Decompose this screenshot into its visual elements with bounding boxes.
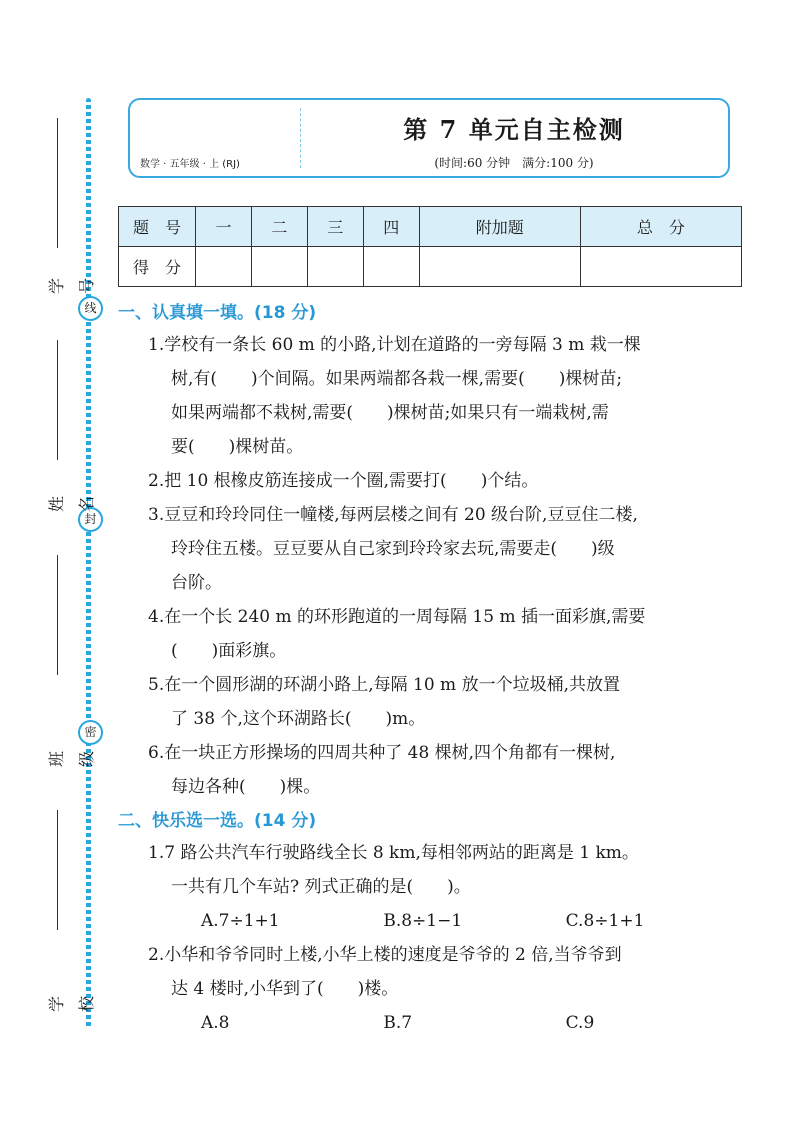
seal-seal: 封 bbox=[78, 507, 103, 532]
score-input-cell[interactable] bbox=[307, 247, 363, 287]
option[interactable]: C.8÷1+1 bbox=[565, 911, 645, 931]
question-line: 1.7 路公共汽车行驶路线全长 8 km,每相邻两站的距离是 1 km。 bbox=[148, 843, 639, 863]
question-line: 1.学校有一条长 60 m 的小路,计划在道路的一旁每隔 3 m 栽一棵 bbox=[148, 335, 641, 355]
question-line: 达 4 楼时,小华到了( )楼。 bbox=[171, 979, 399, 999]
name-label: 姓 名 bbox=[47, 495, 96, 512]
question bbox=[148, 736, 748, 804]
question-line: 要( )棵树苗。 bbox=[171, 437, 304, 457]
answer-options bbox=[201, 904, 748, 938]
question-line: ( )面彩旗。 bbox=[171, 641, 287, 661]
header-cell: 二 bbox=[251, 207, 307, 247]
binding-dotted-line bbox=[86, 98, 91, 1028]
score-input-cell[interactable] bbox=[580, 247, 741, 287]
score-input-cell[interactable] bbox=[363, 247, 419, 287]
score-input-cell[interactable] bbox=[251, 247, 307, 287]
student-id-label: 学 号 bbox=[47, 277, 96, 294]
option[interactable]: A.8 bbox=[201, 1013, 230, 1033]
question-line: 5.在一个圆形湖的环湖小路上,每隔 10 m 放一个垃圾桶,共放置 bbox=[148, 675, 620, 695]
question-line: 如果两端都不栽树,需要( )棵树苗;如果只有一端栽树,需 bbox=[171, 403, 609, 423]
subject-label: 数学 · 五年级 · 上 (RJ) bbox=[140, 159, 240, 170]
question-line: 2.小华和爷爷同时上楼,小华上楼的速度是爷爷的 2 倍,当爷爷到 bbox=[148, 945, 622, 965]
answer-options bbox=[201, 1006, 748, 1040]
question-line: 2.把 10 根橡皮筋连接成一个圈,需要打( )个结。 bbox=[148, 471, 539, 491]
section-title: 一、认真填一填。(18 分) bbox=[118, 303, 317, 323]
section1-questions bbox=[118, 328, 748, 804]
score-table bbox=[118, 206, 742, 287]
school-label: 学 校 bbox=[47, 995, 96, 1012]
section-title: 二、快乐选一选。(14 分) bbox=[118, 811, 317, 831]
header-cell: 题 号 bbox=[119, 207, 196, 247]
question bbox=[148, 328, 748, 464]
seal-line: 线 bbox=[78, 296, 103, 321]
score-label-cell: 得 分 bbox=[119, 247, 196, 287]
score-header-row bbox=[119, 207, 742, 247]
question-content bbox=[118, 298, 748, 1040]
question bbox=[148, 938, 748, 1040]
section2-questions bbox=[118, 836, 748, 1040]
score-entry-row bbox=[119, 247, 742, 287]
question bbox=[148, 498, 748, 600]
class-label: 班 级 bbox=[47, 750, 96, 767]
question-line: 树,有( )个间隔。如果两端都各栽一棵,需要( )棵树苗; bbox=[171, 369, 623, 389]
question-line: 一共有几个车站? 列式正确的是( )。 bbox=[171, 877, 471, 897]
option[interactable]: A.7÷1+1 bbox=[201, 911, 280, 931]
school-line bbox=[57, 810, 58, 930]
question bbox=[148, 464, 748, 498]
option[interactable]: B.8÷1−1 bbox=[383, 911, 463, 931]
title-box bbox=[128, 98, 730, 178]
question-line: 了 38 个,这个环湖路长( )m。 bbox=[171, 709, 426, 729]
question-line: 3.豆豆和玲玲同住一幢楼,每两层楼之间有 20 级台阶,豆豆住二楼, bbox=[148, 505, 638, 525]
header-cell: 总 分 bbox=[580, 207, 741, 247]
header-cell: 附加题 bbox=[419, 207, 580, 247]
header-cell: 四 bbox=[363, 207, 419, 247]
question-line: 每边各种( )棵。 bbox=[171, 777, 321, 797]
header-cell: 三 bbox=[307, 207, 363, 247]
student-id-line bbox=[57, 118, 58, 248]
class-line bbox=[57, 555, 58, 675]
page-title: 第 7 单元自主检测 bbox=[403, 115, 625, 144]
question-line: 台阶。 bbox=[171, 573, 222, 593]
exam-meta: (时间:60 分钟 满分:100 分) bbox=[434, 156, 594, 170]
score-input-cell[interactable] bbox=[419, 247, 580, 287]
question-line: 玲玲住五楼。豆豆要从自己家到玲玲家去玩,需要走( )级 bbox=[171, 539, 615, 559]
question bbox=[148, 600, 748, 668]
question-line: 6.在一块正方形操场的四周共种了 48 棵树,四个角都有一棵树, bbox=[148, 743, 616, 763]
question bbox=[148, 668, 748, 736]
question bbox=[148, 836, 748, 938]
seal-secret: 密 bbox=[78, 720, 103, 745]
name-line bbox=[57, 340, 58, 460]
question-line: 4.在一个长 240 m 的环形跑道的一周每隔 15 m 插一面彩旗,需要 bbox=[148, 607, 646, 627]
option[interactable]: B.7 bbox=[383, 1013, 413, 1033]
header-cell: 一 bbox=[196, 207, 252, 247]
score-input-cell[interactable] bbox=[196, 247, 252, 287]
option[interactable]: C.9 bbox=[565, 1013, 595, 1033]
